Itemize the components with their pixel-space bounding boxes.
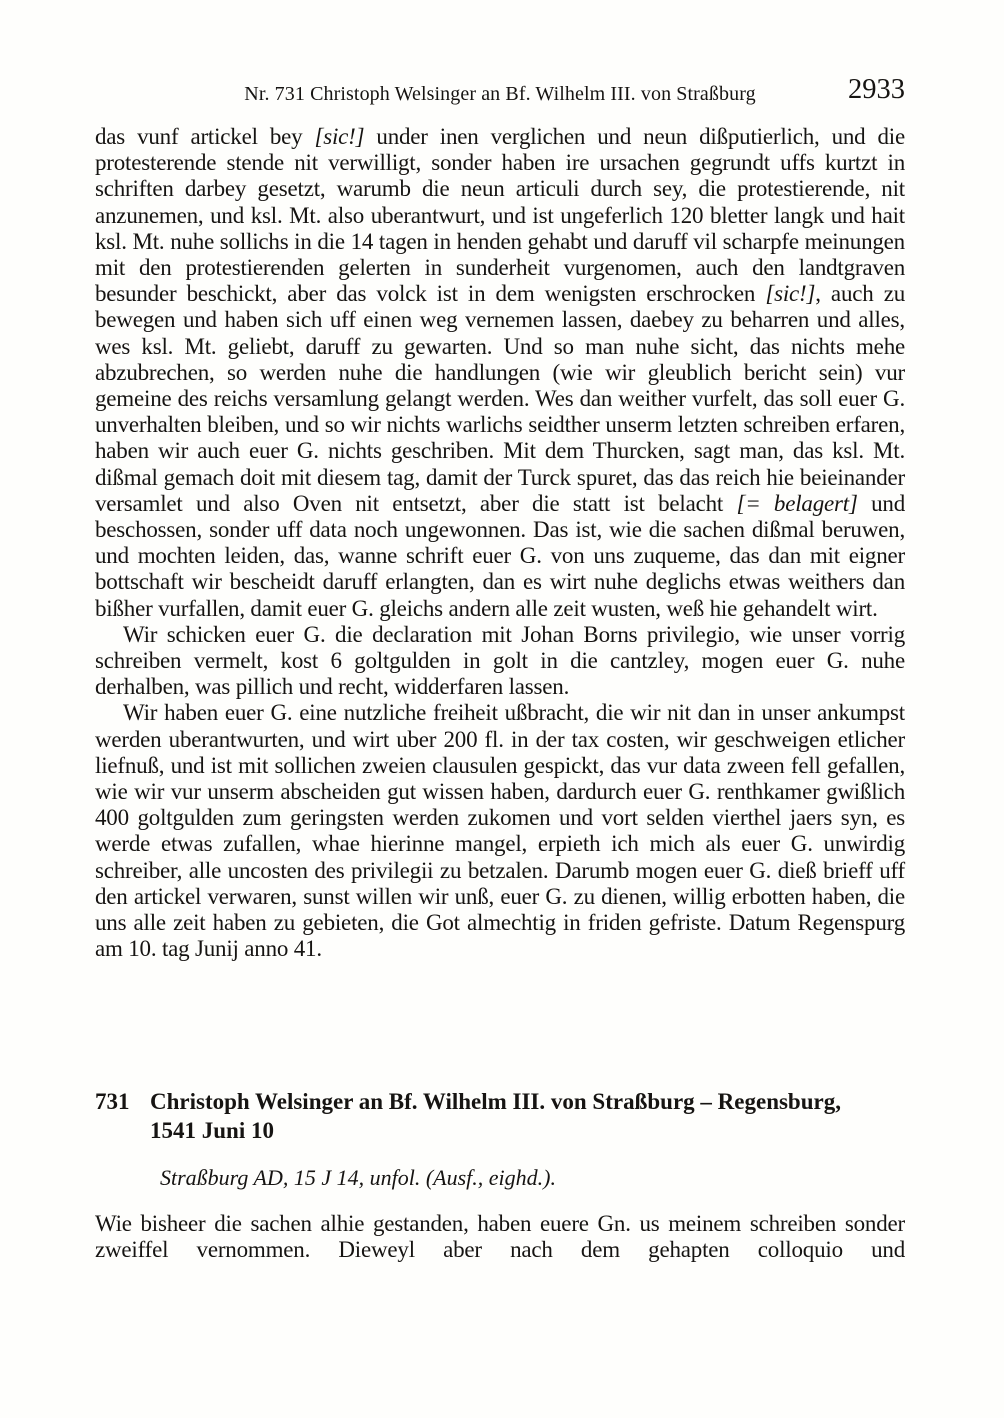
editorial-annotation: [sic!] xyxy=(314,124,365,149)
text-run: Wir haben euer G. eine nutzliche freiheit ußbracht, die wir nit dan in unser ankumpst werden uberantwurten, und wirt uber 200 fl. in der tax costen, wir geschweigen etlicher liefnuß, und ist mit sollichen zweien clausulen gespickt, das vur data zween fell gefallen, wie wir vur unserm abscheiden gut wissen haben, dardurch euer G. renthkamer gwißlich 400 goltgulden zum geringsten werden zukomen und vort selden vierthel jaers syn, es werde etwas zufallen, whae hierinne mangel, erpieth ich mich als euer G. unwirdig schreiber, alle uncosten des privilegii zu betzalen. Darumb mogen euer G. dieß brieff uff den artickel verwaren, sunst willen wir unß, euer G. zu dienen, willig erbotten haben, die uns alle zeit haben zu gebieten, die Got almechtig in friden gefriste. Datum Regenspurg am 10. tag Junij anno 41. xyxy=(95,700,905,962)
entry-title: Christoph Welsinger an Bf. Wilhelm III. von Straßburg – Regensburg, 1541 Juni 10 xyxy=(150,1089,841,1143)
running-title: Nr. 731 Christoph Welsinger an Bf. Wilhelm III. von Straßburg xyxy=(244,83,756,105)
letter-paragraph xyxy=(95,124,905,622)
entry-opening-paragraph: Wie bisheer die sachen alhie gestanden, haben euere Gn. us meinem schreiben sonder zweiffel vernommen. Dieweyl aber nach dem gehapten colloquio und xyxy=(95,1211,905,1263)
entry-731 xyxy=(95,1088,905,1263)
text-run: , auch zu bewegen und haben sich uff einen weg vernemen lassen, daebey zu beharren und alles, wes ksl. Mt. geliebt, daruff zu gewarten. Und so man nuhe sicht, das nichts mehe abzubrechen, so werden nuhe die handlungen (wie wir gleublich bericht sein) vur gemeine des reichs versamlung gelangt werden. Wes dan weither vurfelt, das soll euer G. unverhalten bleiben, und so wir nichts warlichs seidther unserm letzten schreiben erfaren, haben wir auch euer G. nichts geschriben. Mit dem Thurcken, sagt man, das ksl. Mt. dißmal gemach doit mit diesem tag, damit der Turck spuret, das das reich hie beieinander versamlet und also Oven nit entsetzt, aber die statt ist belacht xyxy=(95,281,906,516)
page-number: 2933 xyxy=(848,74,905,105)
running-head xyxy=(95,74,905,110)
text-run: Wir schicken euer G. die declaration mit Johan Borns privilegio, wie unser vorrig schreiben vermelt, kost 6 goltgulden in golt in die cantzley, mogen euer G. nuhe derhalben, was pillich und recht, widderfaren lassen. xyxy=(95,621,905,700)
letter-paragraph xyxy=(95,700,905,962)
editorial-annotation: [= belagert] xyxy=(736,490,858,516)
source-note: Straßburg AD, 15 J 14, unfol. (Ausf., eighd.). xyxy=(160,1165,556,1190)
text-run: und beschossen, sonder uff data noch ungewonnen. Das ist, wie die sachen dißmal beruwen, und mochten leiden, das, wanne schrift euer G. von uns zuqueme, das dan mit eigner bottschaft wir bescheidt daruff erlangten, dan es wirt nuhe deglichs etwas weithers dan bißher vurfallen, damit euer G. gleichs andern alle zeit wusten, weß hie gehandelt wirt. xyxy=(95,490,906,621)
letter-body xyxy=(95,124,905,1042)
editorial-annotation: [sic!] xyxy=(765,281,816,307)
letter-paragraph xyxy=(95,622,905,701)
entry-heading xyxy=(95,1088,905,1145)
text-run: das vunf artickel bey xyxy=(95,124,315,149)
entry-number: 731 xyxy=(95,1089,130,1114)
text-run: under inen verglichen und neun dißputierlich, und die protesterende stende nit verwilligt, sonder haben ire ursachen gegrundt uffs kurtzt in schriften darbey gesetzt, warumb die neun articuli durch sey, die protestierende, nit anzunemen, und ksl. Mt. also uberantwurt, und ist ungeferlich 120 bletter langk und hait ksl. Mt. nuhe sollichs in die 14 tagen in henden gehabt und daruff vil scharpfe meinungen mit den protestierenden gelerten in sunderheit vurgenomen, auch den landtgraven besunder beschickt, aber das volck ist in dem wenigsten erschrocken xyxy=(95,124,905,307)
